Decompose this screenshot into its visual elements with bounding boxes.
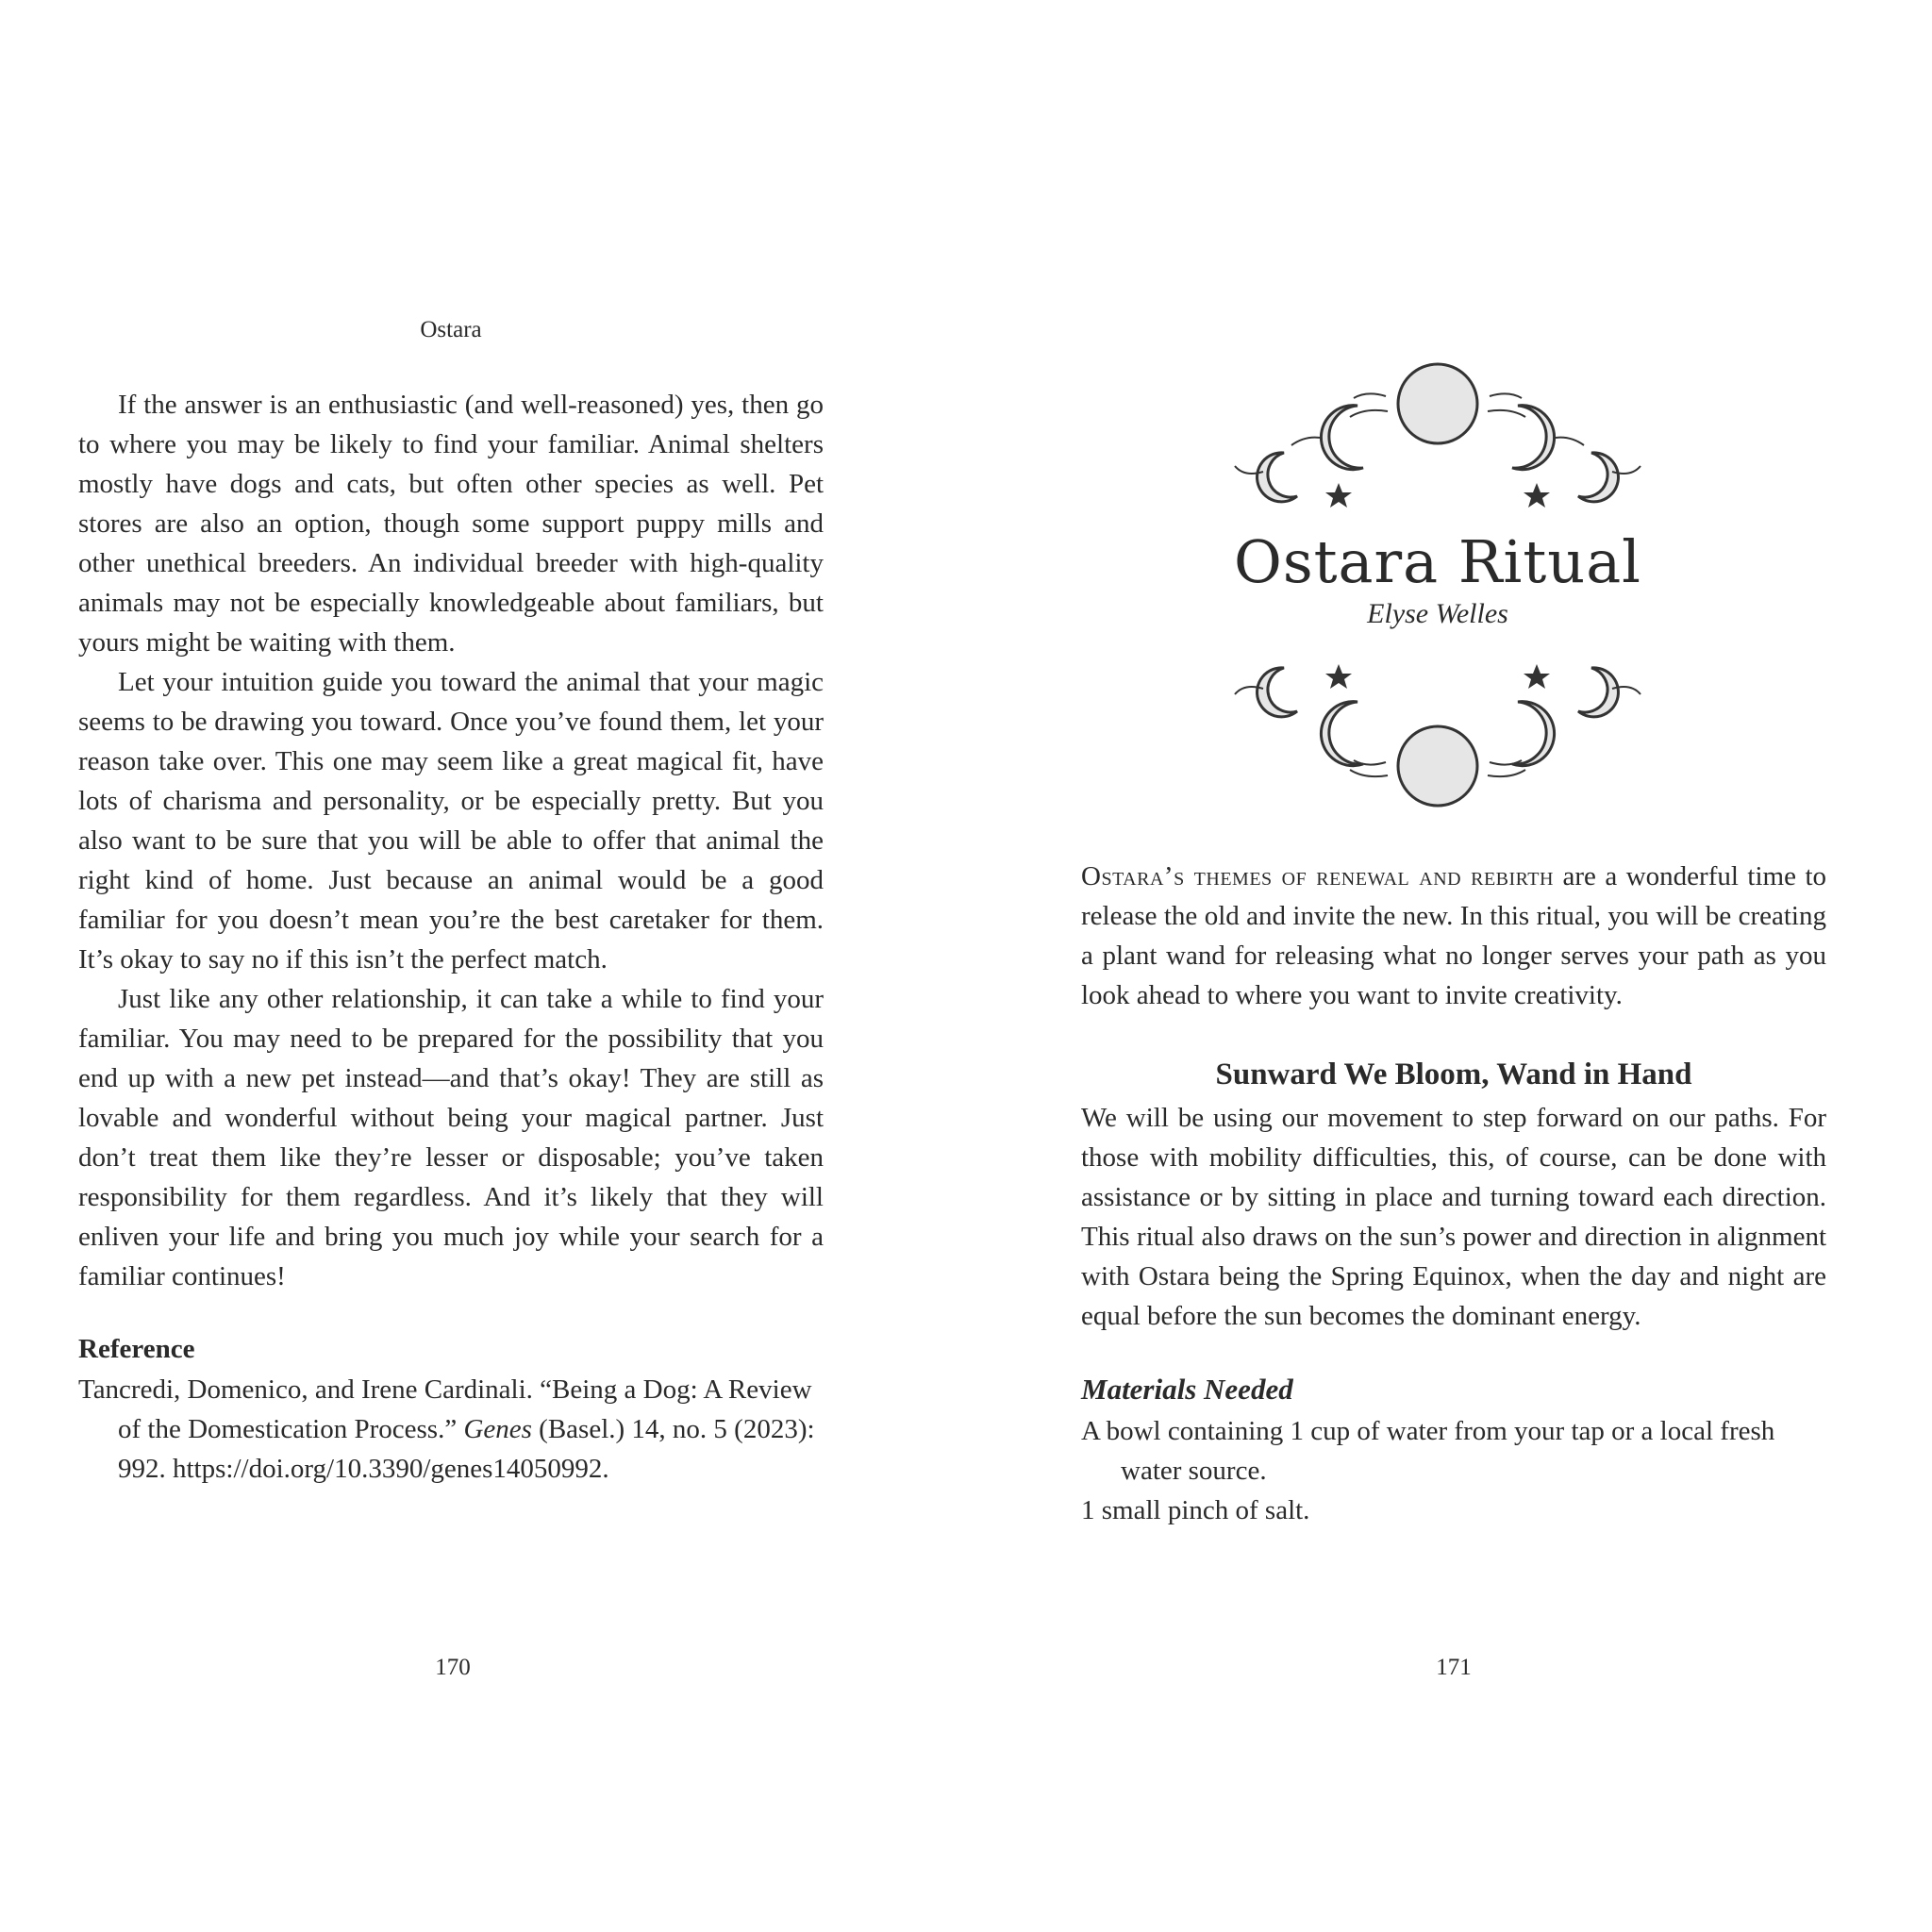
moon-phases-ornament-icon — [1225, 358, 1650, 519]
moon-phases-ornament-icon — [1225, 651, 1650, 811]
paragraph: Let your intuition guide you toward the animal that your magic seems to be drawing you toward. Once you’ve found them, let your reason take over. This one may seem like a great magical fit, have lots of charisma and personality, or be especially pretty. But you also want to be sure that you will be able to offer that animal the right kind of home. Just because an animal would be a good familiar for you doesn’t mean you’re the best caretaker for them. It’s okay to say no if this isn’t the perfect match. — [78, 667, 824, 974]
page-number: 171 — [1436, 1655, 1472, 1680]
right-page — [966, 0, 1932, 1932]
list-item: 1 small pinch of salt. — [1081, 1495, 1310, 1525]
body-text — [78, 385, 824, 1296]
page-number: 170 — [435, 1655, 471, 1680]
section-paragraph: We will be using our movement to step forward on our paths. For those with mobility difficulties, this, of course, can be done with assistance or by sitting in place and turning toward each direction. This ritual also draws on the sun’s power and direction in alignment with Ostara being the Spring Equinox, when the day and night are equal before the sun becomes the dominant energy. — [1081, 1103, 1826, 1331]
paragraph: If the answer is an enthusiastic (and well-reasoned) yes, then go to where you may be likely to find your familiar. Animal shelters mostly have dogs and cats, but often other species as well. Pet stores are also an option, though some support puppy mills and other unethical breeders. An individual breeder with high-quality animals may not be especially knowledgeable about familiars, but yours might be waiting with them. — [78, 390, 824, 658]
reference-text: Tancredi, Domenico, and Irene Cardinali. “Being a Dog: A Review of the Domestication Process.” — [78, 1374, 812, 1444]
reference-details: (Basel.) 14, no. 5 (2023): 992. https://doi.org/10.3390/genes14050992. — [118, 1414, 815, 1484]
ritual-author: Elyse Welles — [1367, 598, 1508, 629]
ritual-title: Ostara Ritual — [1234, 527, 1641, 596]
paragraph: Just like any other relationship, it can take a while to find your familiar. You may need to be prepared for the possibility that you end up with a new pet instead—and that’s okay! They are still as lovable and wonderful without being your magical partner. Just don’t treat them like they’re lesser or disposable; you’ve taken responsibility for them regardless. And it’s likely that they will enliven your life and bring you much joy while your search for a familiar continues! — [78, 984, 824, 1291]
reference-heading: Reference — [78, 1334, 195, 1364]
materials-heading: Materials Needed — [1081, 1373, 1293, 1406]
reference-entry — [78, 1370, 824, 1489]
intro-lead-in: Ostara’s themes of renewal and rebirth — [1081, 861, 1554, 891]
intro-text: are a wonderful time to release the old and invite the new. In this ritual, you will be creating a plant wand for releasing what no longer serves your path as you look ahead to where you want to invite creativity. — [1081, 861, 1827, 1010]
section-heading: Sunward We Bloom, Wand in Hand — [1215, 1058, 1692, 1091]
list-item: A bowl containing 1 cup of water from your tap or a local fresh water source. — [1081, 1416, 1775, 1486]
reference-journal: Genes — [463, 1414, 532, 1444]
materials-list — [1081, 1411, 1826, 1530]
running-head: Ostara — [420, 317, 482, 342]
intro-paragraph — [1081, 857, 1826, 1015]
